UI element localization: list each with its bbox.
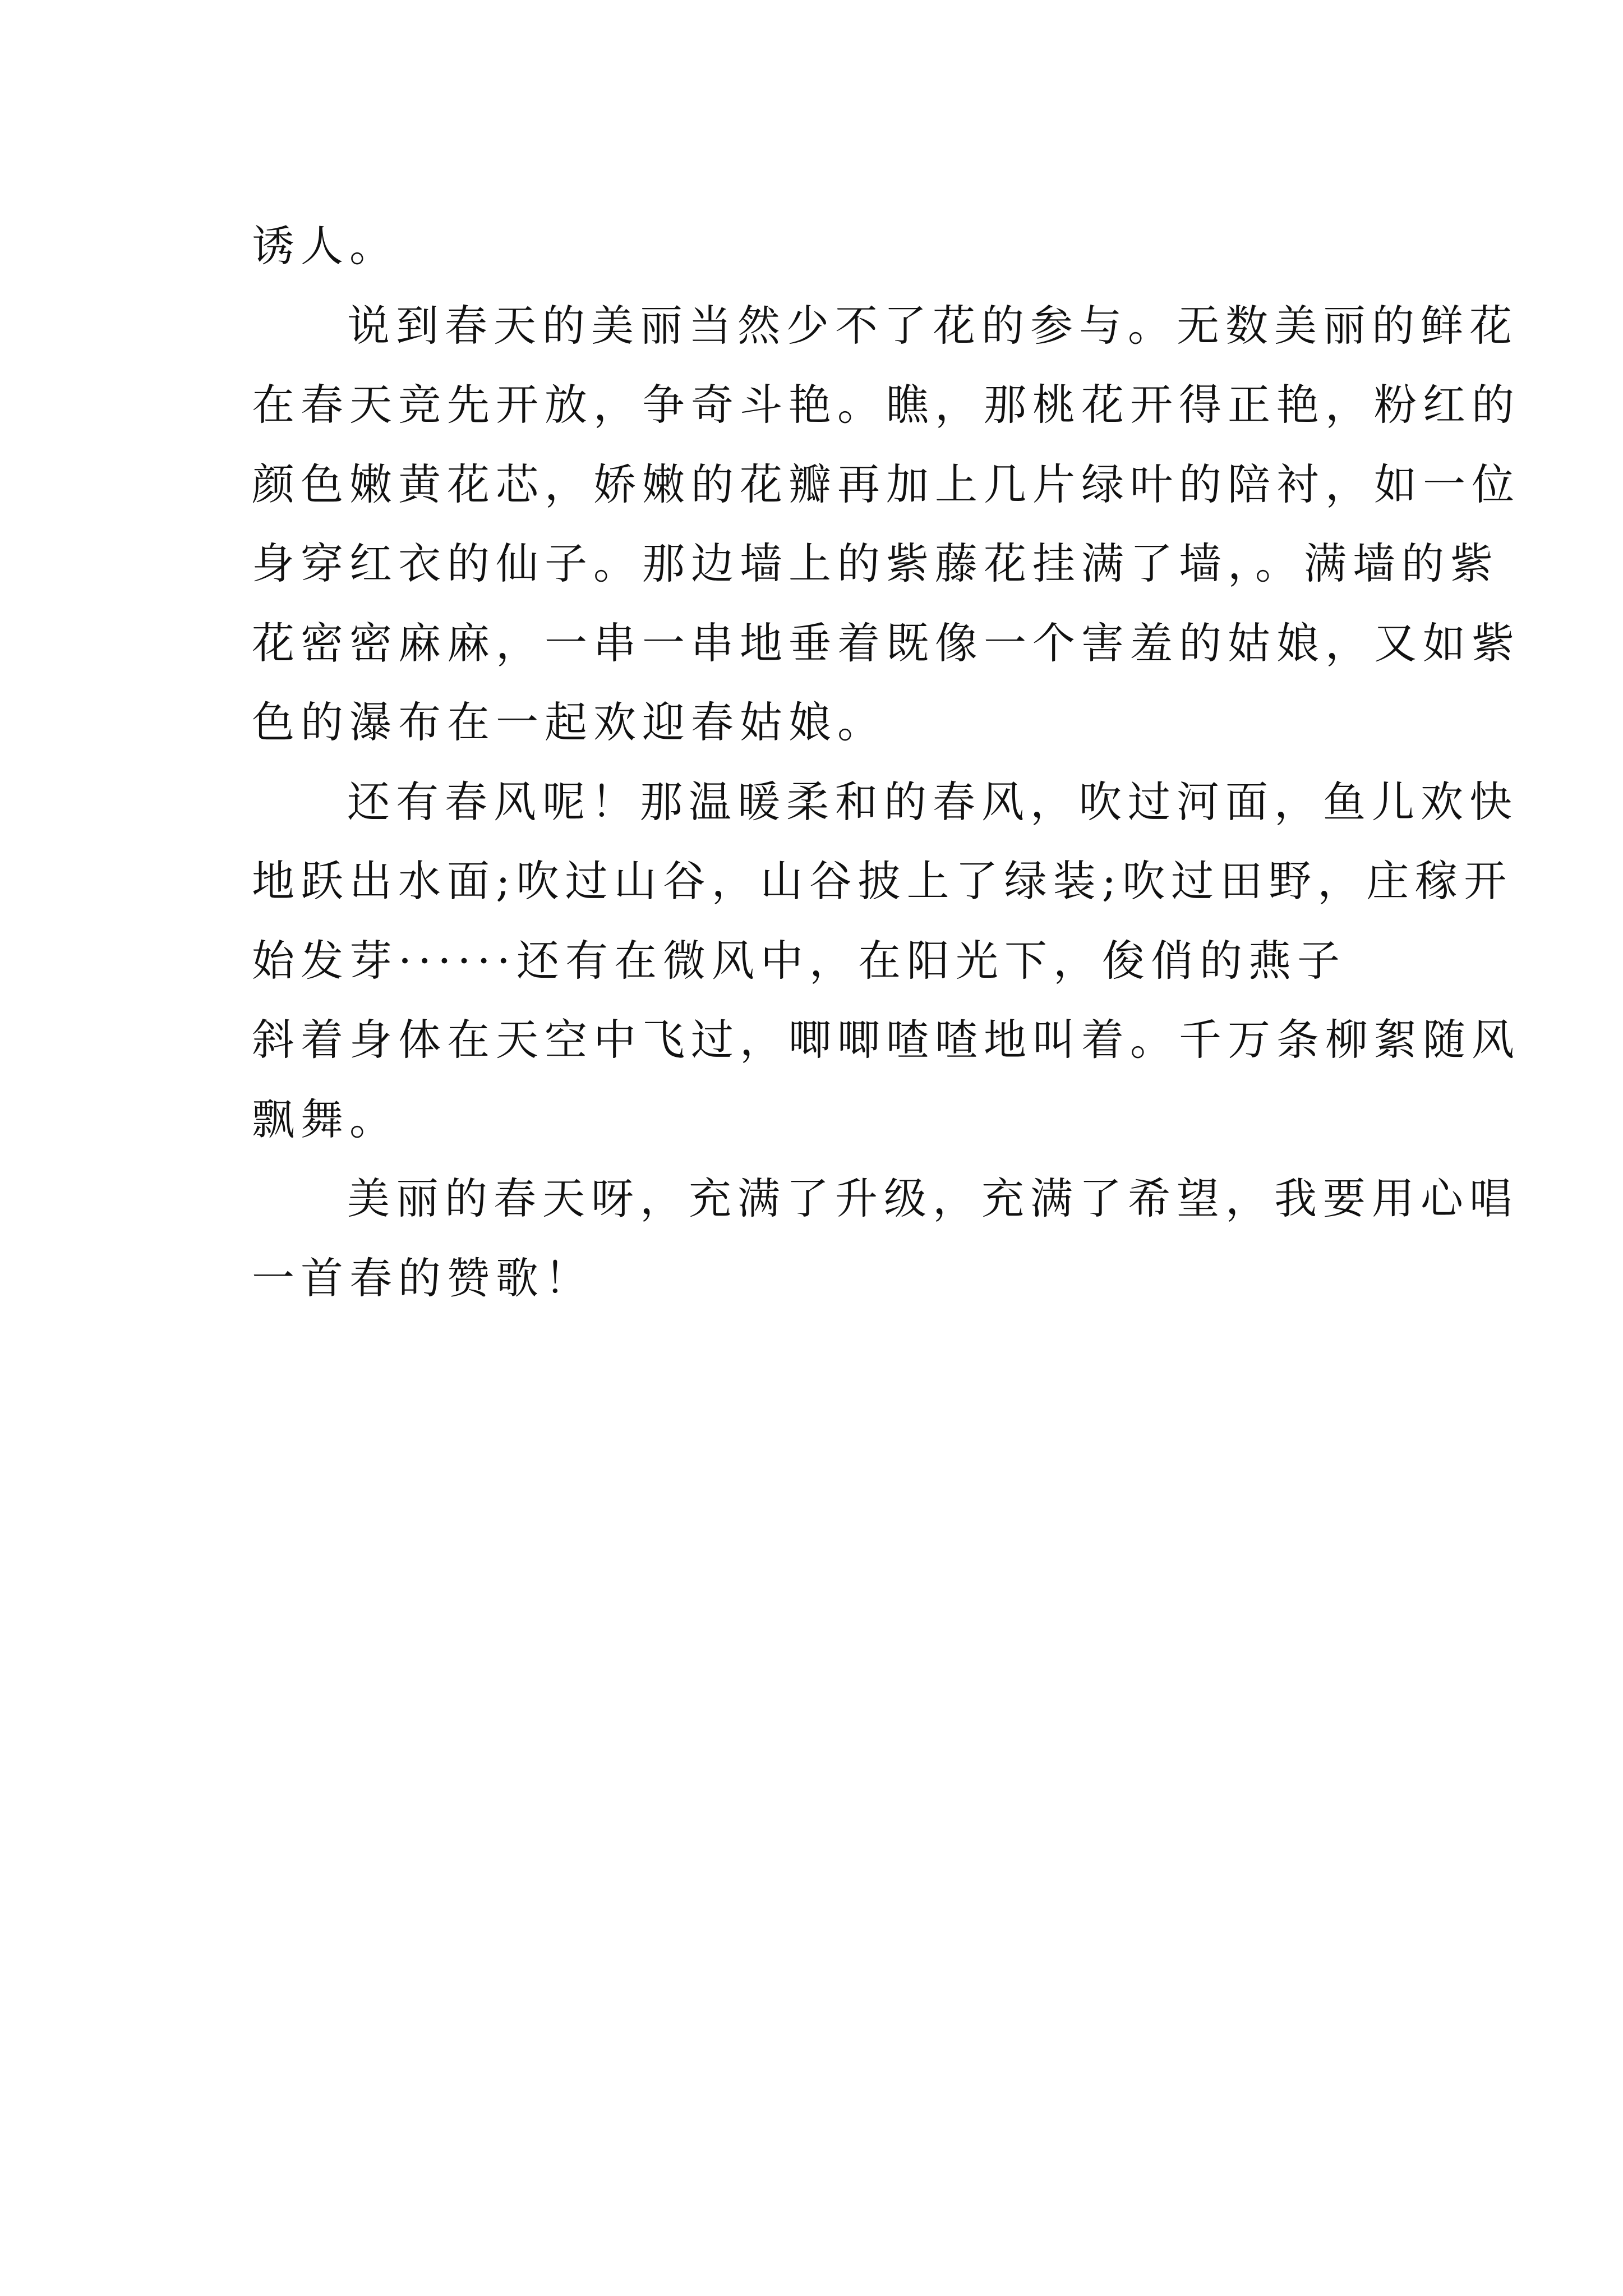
text-line: 在春天竞先开放，争奇斗艳。瞧，那桃花开得正艳，粉红的 bbox=[252, 380, 1520, 430]
paragraph-first-line: 还有春风呢！那温暖柔和的春风，吹过河面，鱼儿欢快 bbox=[347, 776, 1518, 827]
document-body bbox=[252, 206, 1520, 1318]
text-line: 花密密麻麻，一串一串地垂着既像一个害羞的姑娘，又如紫 bbox=[252, 618, 1520, 668]
text-line: 身穿红衣的仙子。那边墙上的紫藤花挂满了墙，。满墙的紫 bbox=[252, 539, 1499, 588]
paragraph-first-line: 说到春天的美丽当然少不了花的参与。无数美丽的鲜花 bbox=[347, 300, 1518, 351]
text-line: 斜着身体在天空中飞过，唧唧喳喳地叫着。千万条柳絮随风 bbox=[252, 1015, 1520, 1065]
text-line: 飘舞。 bbox=[252, 1094, 398, 1144]
text-line: 始发芽······还有在微风中，在阳光下，俊俏的燕子 bbox=[252, 935, 1346, 986]
text-line: 地跃出水面;吹过山谷，山谷披上了绿装;吹过田野，庄稼开 bbox=[252, 856, 1513, 906]
text-line: 颜色嫩黄花芯，娇嫩的花瓣再加上几片绿叶的陪衬，如一位 bbox=[252, 459, 1520, 509]
paragraph-first-line: 美丽的春天呀，充满了升级，充满了希望，我要用心唱 bbox=[347, 1174, 1518, 1223]
text-line: 色的瀑布在一起欢迎春姑娘。 bbox=[252, 697, 886, 747]
text-line: 一首春的赞歌！ bbox=[252, 1253, 593, 1303]
text-line: 诱人。 bbox=[252, 221, 398, 271]
